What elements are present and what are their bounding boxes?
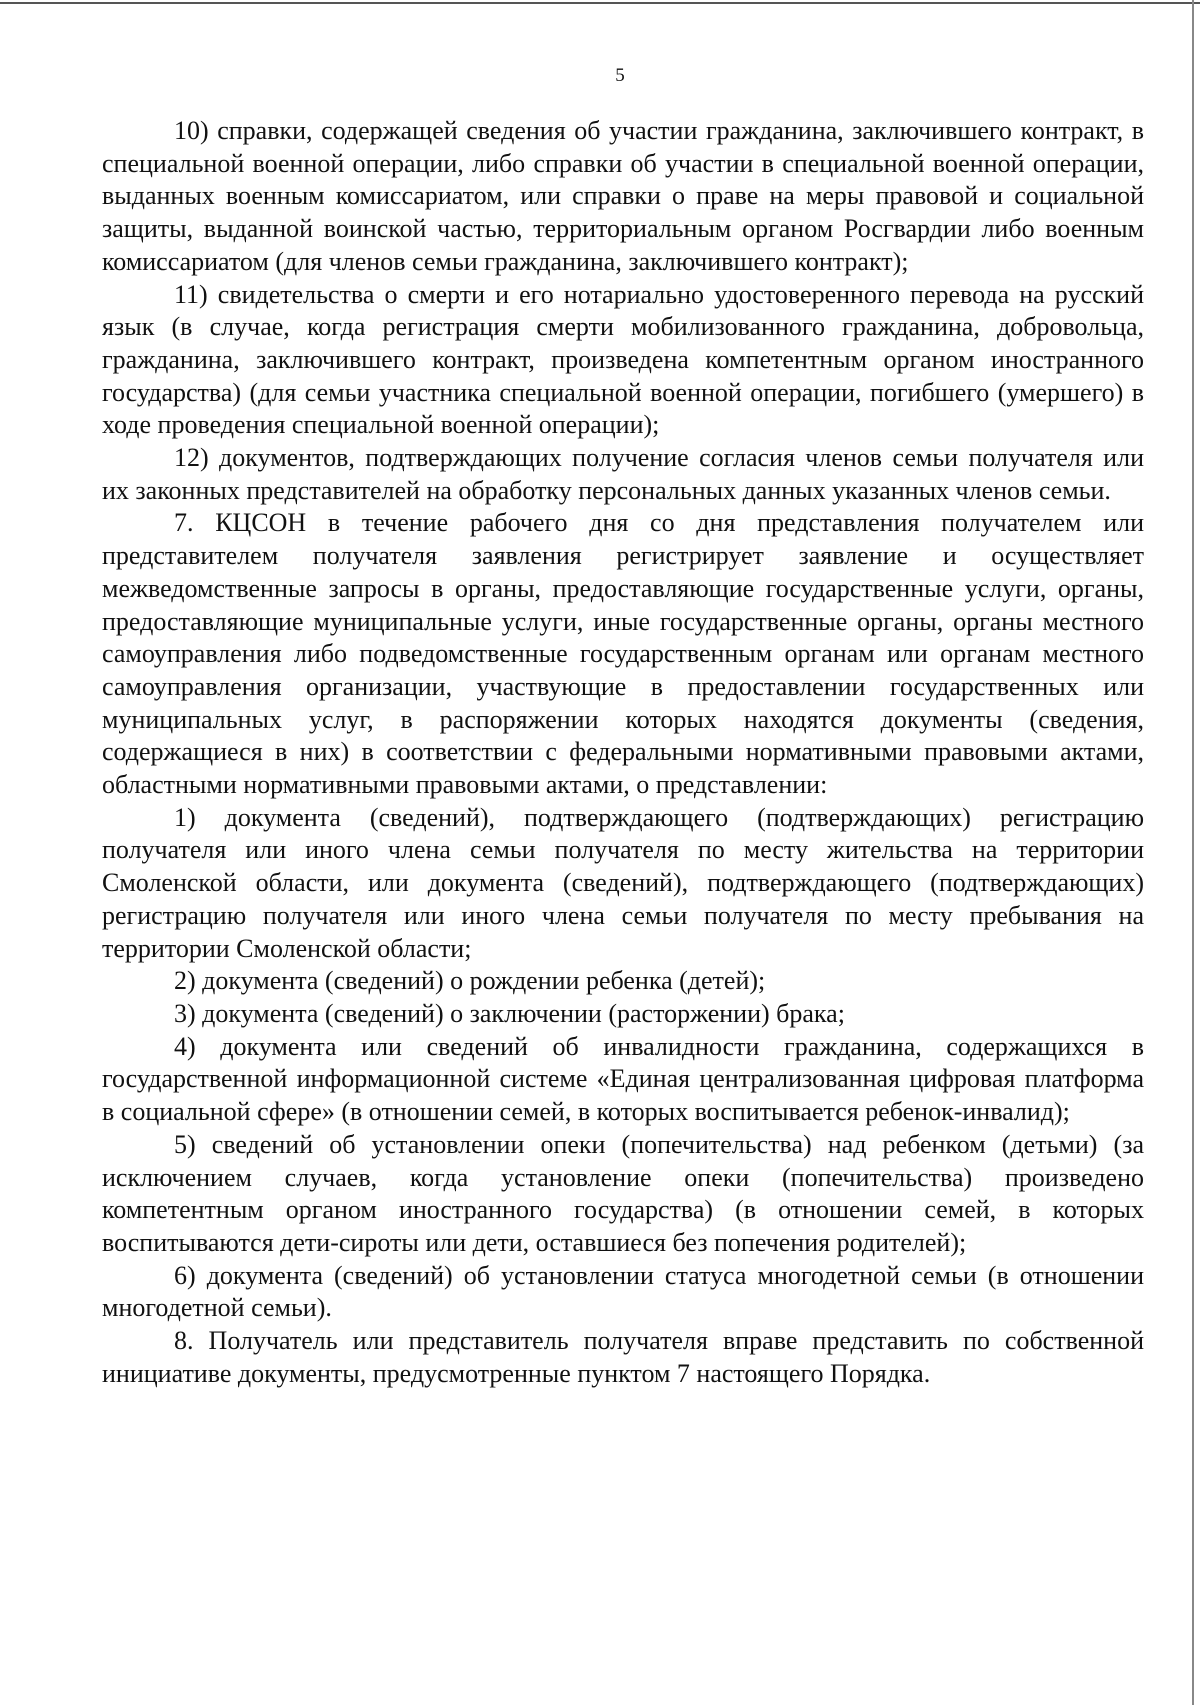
paragraph-clause-7: 7. КЦСОН в течение рабочего дня со дня представления получателем или представителем получателя заявления регистрирует заявление и осуществляет межведомственные запросы в органы, предоставляющие государственные услуги, органы, предоставляющие муниципальные услуги, иные государственные органы, органы местного самоуправления либо подведомственные государственным органам или органам местного самоуправления организации, участвующие в предоставлении государственных или муниципальных услуг, в распоряжении которых находятся документы (сведения, содержащиеся в них) в соответствии с федеральными нормативными правовыми актами, областными нормативными правовыми актами, о представлении: bbox=[102, 508, 1144, 800]
paragraph-item-11: 11) свидетельства о смерти и его нотариально удостоверенного перевода на русский язык (в случае, когда регистрация смерти мобилизованного гражданина, добровольца, гражданина, заключившего контракт, произведена компетентным органом иностранного государства) (для семьи участника специальной военной операции, погибшего (умершего) в ходе проведения специальной военной операции); bbox=[102, 279, 1144, 440]
paragraph-item-12: 12) документов, подтверждающих получение согласия членов семьи получателя или их законных представителей на обработку персональных данных указанных членов семьи. bbox=[102, 443, 1144, 505]
paragraph-item-10: 10) справки, содержащей сведения об участии гражданина, заключившего контракт, в специальной военной операции, либо справки об участии в специальной военной операции, выданных военным комиссариатом, или справки о праве на меры правовой и социальной защиты, выданной воинской частью, территориальным органом Росгвардии либо военным комиссариатом (для членов семьи гражданина, заключившего контракт); bbox=[102, 116, 1144, 276]
paragraph-subitem-5: 5) сведений об установлении опеки (попечительства) над ребенком (детьми) (за исключением случаев, когда установление опеки (попечительства) произведено компетентным органом иностранного государства) (в отношении семей, в которых воспитываются дети-сироты или дети, оставшиеся без попечения родителей); bbox=[102, 1129, 1144, 1257]
paragraph-subitem-2: 2) документа (сведений) о рождении ребенка (детей); bbox=[174, 966, 766, 996]
paragraph-subitem-4: 4) документа или сведений об инвалидности гражданина, содержащихся в государственной информационной системе «Единая централизованная цифровая платформа в социальной сфере» (в отношении семей, в которых воспитывается ребенок-инвалид); bbox=[102, 1031, 1144, 1127]
paragraph-subitem-6: 6) документа (сведений) об установлении статуса многодетной семьи (в отношении многодетной семьи). bbox=[102, 1260, 1144, 1323]
scan-top-edge-line bbox=[0, 2, 1200, 4]
document-body bbox=[102, 115, 1144, 1390]
paragraph-subitem-3: 3) документа (сведений) о заключении (расторжении) брака; bbox=[174, 998, 845, 1028]
page-number: 5 bbox=[615, 65, 625, 86]
paragraph-subitem-1: 1) документа (сведений), подтверждающего (подтверждающих) регистрацию получателя или иного члена семьи получателя по месту жительства на территории Смоленской области, или документа (сведений), подтверждающего (подтверждающих) регистрацию получателя или иного члена семьи получателя по месту пребывания на территории Смоленской области; bbox=[102, 802, 1144, 963]
paragraph-clause-8: 8. Получатель или представитель получателя вправе представить по собственной инициативе документы, предусмотренные пунктом 7 настоящего Порядка. bbox=[102, 1326, 1144, 1388]
scan-right-edge-line bbox=[1192, 0, 1194, 1705]
